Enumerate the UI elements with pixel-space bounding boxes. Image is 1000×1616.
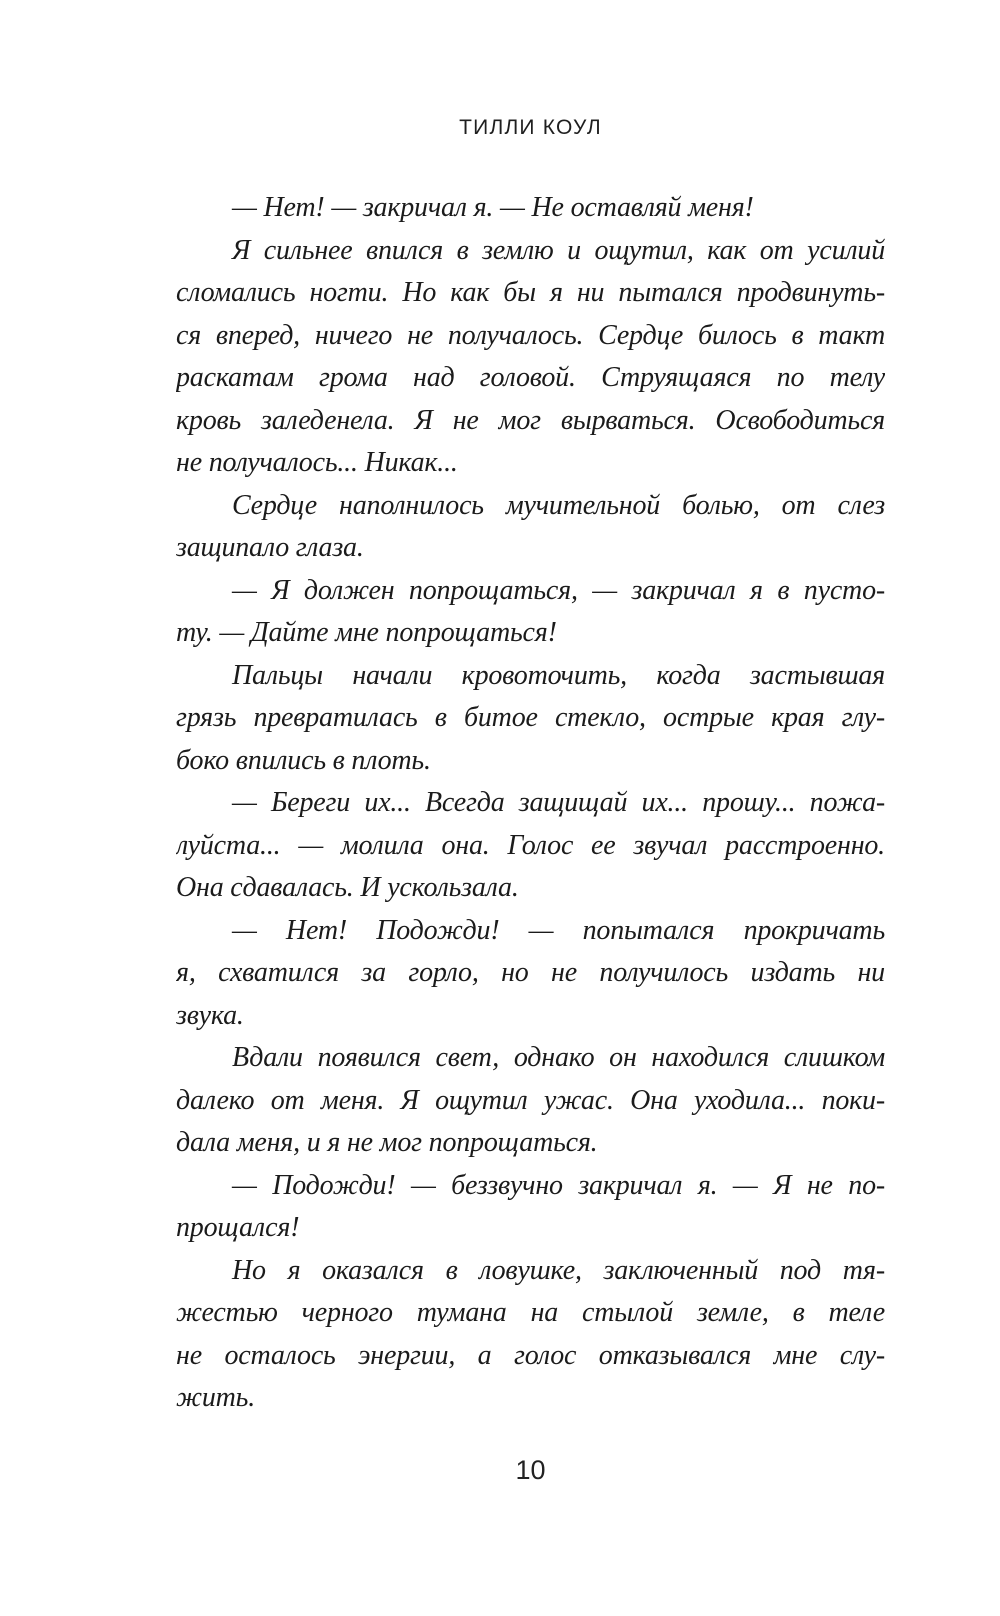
text-line: звука.	[176, 999, 244, 1031]
text-line: кровь заледенела. Я не мог вырваться. Освободиться	[176, 404, 885, 436]
text-line: дала меня, и я не мог попрощаться.	[176, 1127, 598, 1158]
text-line: ся вперед, ничего не получалось. Сердце билось в такт	[176, 319, 885, 351]
text-line: — Подожди! — беззвучно закричал я. — Я не по-	[232, 1169, 885, 1201]
text-line: я, схватился за горло, но не получилось издать ни	[176, 957, 885, 988]
text-line: не получалось... Никак...	[176, 447, 458, 478]
text-line: — Я должен попрощаться, — закричал я в пусто-	[232, 574, 885, 606]
running-header: ТИЛЛИ КОУЛ	[459, 116, 602, 139]
text-line: сломались ногти. Но как бы я ни пытался продвинуть-	[176, 277, 885, 308]
text-line: не осталось энергии, а голос отказывался мне слу-	[176, 1339, 885, 1371]
text-line: жестью черного тумана на стылой земле, в теле	[176, 1297, 885, 1328]
text-line: боко впились в плоть.	[176, 744, 431, 776]
text-line: луйста... — молила она. Голос ее звучал расстроенно.	[176, 829, 885, 861]
text-line: защипало глаза.	[176, 532, 364, 563]
text-line: Я сильнее впился в землю и ощутил, как от усилий	[232, 234, 885, 266]
text-line: — Нет! Подожди! — попытался прокричать	[232, 914, 885, 946]
text-line: грязь превратилась в битое стекло, острые края глу-	[176, 702, 885, 733]
text-line: — Береги их... Всегда защищай их... прошу... пожа-	[232, 787, 885, 818]
page-number: 10	[515, 1455, 546, 1485]
text-line: жить.	[176, 1382, 256, 1413]
page-text	[176, 187, 885, 1420]
text-line: прощался!	[176, 1212, 300, 1243]
text-line: Сердце наполнилось мучительной болью, от слез	[232, 489, 885, 521]
text-line: Но я оказался в ловушке, заключенный под тя-	[232, 1254, 885, 1286]
text-line: далеко от меня. Я ощутил ужас. Она уходила... поки-	[176, 1084, 885, 1116]
text-line: раскатам грома над головой. Струящаяся по телу	[176, 362, 885, 393]
text-line: Пальцы начали кровоточить, когда застывшая	[232, 659, 885, 691]
text-line: — Нет! — закричал я. — Не оставляй меня!	[232, 192, 754, 223]
text-line: Она сдавалась. И ускользала.	[176, 872, 519, 903]
text-line: ту. — Дайте мне попрощаться!	[176, 617, 557, 648]
text-line: Вдали появился свет, однако он находился слишком	[232, 1042, 885, 1073]
